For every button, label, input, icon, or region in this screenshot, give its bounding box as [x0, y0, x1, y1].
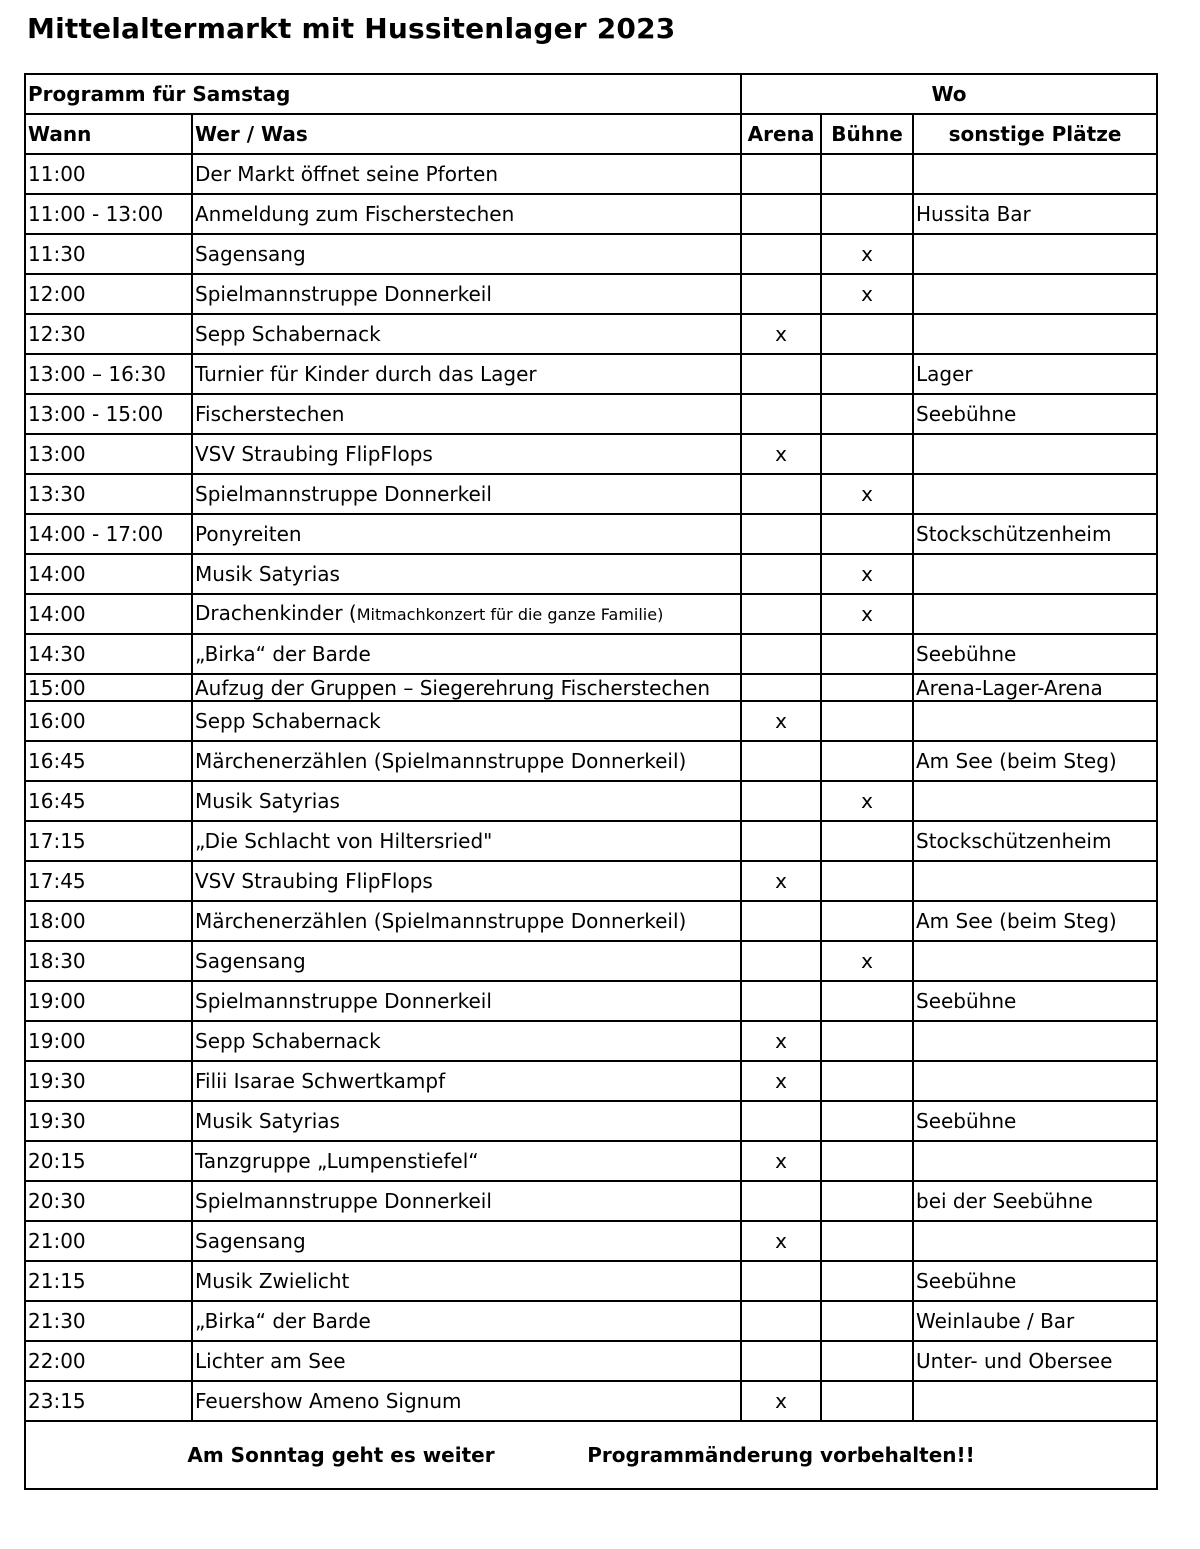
cell-stage	[821, 1181, 913, 1221]
cell-other: Hussita Bar	[913, 194, 1157, 234]
table-row	[25, 474, 1157, 514]
cell-event: Aufzug der Gruppen – Siegerehrung Fischerstechen	[192, 674, 741, 701]
cell-arena	[741, 1341, 821, 1381]
cell-time: 21:00	[25, 1221, 192, 1261]
footer-cell	[25, 1421, 1157, 1489]
cell-stage	[821, 821, 913, 861]
footer-change-note: Programmänderung vorbehalten!!	[587, 1443, 975, 1467]
cell-stage	[821, 1141, 913, 1181]
header-when: Wann	[25, 114, 192, 154]
table-row	[25, 674, 1157, 701]
cell-arena	[741, 634, 821, 674]
cell-event: Lichter am See	[192, 1341, 741, 1381]
cell-other: Stockschützenheim	[913, 821, 1157, 861]
cell-arena	[741, 674, 821, 701]
cell-arena	[741, 741, 821, 781]
table-row	[25, 314, 1157, 354]
table-row	[25, 1061, 1157, 1101]
cell-event: Der Markt öffnet seine Pforten	[192, 154, 741, 194]
cell-stage	[821, 434, 913, 474]
cell-event: Sagensang	[192, 1221, 741, 1261]
cell-arena	[741, 821, 821, 861]
cell-arena	[741, 941, 821, 981]
cell-event: Tanzgruppe „Lumpenstiefel“	[192, 1141, 741, 1181]
cell-event: Sepp Schabernack	[192, 1021, 741, 1061]
cell-event: Spielmannstruppe Donnerkeil	[192, 274, 741, 314]
cell-time: 20:30	[25, 1181, 192, 1221]
cell-time: 15:00	[25, 674, 192, 701]
cell-time: 12:00	[25, 274, 192, 314]
table-row	[25, 821, 1157, 861]
cell-time: 13:00 - 15:00	[25, 394, 192, 434]
table-row	[25, 941, 1157, 981]
cell-other	[913, 1061, 1157, 1101]
cell-stage	[821, 981, 913, 1021]
cell-stage	[821, 674, 913, 701]
cell-other: Unter- und Obersee	[913, 1341, 1157, 1381]
table-row	[25, 394, 1157, 434]
header-stage: Bühne	[821, 114, 913, 154]
cell-time: 11:00	[25, 154, 192, 194]
cell-time: 22:00	[25, 1341, 192, 1381]
cell-arena	[741, 234, 821, 274]
cell-time: 11:30	[25, 234, 192, 274]
cell-time: 16:45	[25, 781, 192, 821]
cell-time: 21:30	[25, 1301, 192, 1341]
cell-stage	[821, 861, 913, 901]
cell-other	[913, 554, 1157, 594]
cell-stage	[821, 1221, 913, 1261]
cell-time: 18:30	[25, 941, 192, 981]
cell-arena: x	[741, 701, 821, 741]
cell-arena: x	[741, 1141, 821, 1181]
cell-time: 21:15	[25, 1261, 192, 1301]
cell-other	[913, 701, 1157, 741]
cell-other	[913, 234, 1157, 274]
cell-stage: x	[821, 781, 913, 821]
cell-stage	[821, 1341, 913, 1381]
cell-time: 19:30	[25, 1101, 192, 1141]
cell-time: 20:15	[25, 1141, 192, 1181]
table-row	[25, 1181, 1157, 1221]
cell-stage	[821, 1381, 913, 1421]
table-row	[25, 274, 1157, 314]
table-row	[25, 154, 1157, 194]
cell-arena	[741, 554, 821, 594]
cell-other: Am See (beim Steg)	[913, 901, 1157, 941]
cell-event: Sagensang	[192, 234, 741, 274]
cell-stage	[821, 354, 913, 394]
header-arena: Arena	[741, 114, 821, 154]
cell-stage: x	[821, 274, 913, 314]
cell-other: Stockschützenheim	[913, 514, 1157, 554]
cell-stage	[821, 1261, 913, 1301]
cell-event: Musik Zwielicht	[192, 1261, 741, 1301]
cell-arena: x	[741, 1381, 821, 1421]
cell-other	[913, 314, 1157, 354]
footer-row	[25, 1421, 1157, 1489]
table-row	[25, 1341, 1157, 1381]
table-row	[25, 701, 1157, 741]
event-note: Mitmachkonzert für die ganze Familie)	[356, 605, 664, 624]
cell-event: Musik Satyrias	[192, 1101, 741, 1141]
header-who-what: Wer / Was	[192, 114, 741, 154]
cell-other	[913, 1221, 1157, 1261]
table-row	[25, 1221, 1157, 1261]
cell-other	[913, 861, 1157, 901]
cell-event: Turnier für Kinder durch das Lager	[192, 354, 741, 394]
cell-arena: x	[741, 1221, 821, 1261]
table-row	[25, 981, 1157, 1021]
table-row	[25, 1301, 1157, 1341]
cell-event	[192, 594, 741, 634]
page-title: Mittelaltermarkt mit Hussitenlager 2023	[27, 12, 676, 45]
cell-event: Spielmannstruppe Donnerkeil	[192, 981, 741, 1021]
cell-other: Seebühne	[913, 981, 1157, 1021]
cell-other	[913, 1381, 1157, 1421]
cell-event: „Birka“ der Barde	[192, 634, 741, 674]
cell-event: Ponyreiten	[192, 514, 741, 554]
cell-arena	[741, 194, 821, 234]
cell-time: 18:00	[25, 901, 192, 941]
table-row	[25, 1101, 1157, 1141]
where-label: Wo	[741, 74, 1157, 114]
cell-other: bei der Seebühne	[913, 1181, 1157, 1221]
cell-arena: x	[741, 1061, 821, 1101]
cell-event: Sagensang	[192, 941, 741, 981]
cell-arena	[741, 474, 821, 514]
cell-arena: x	[741, 314, 821, 354]
cell-event: Sepp Schabernack	[192, 701, 741, 741]
cell-stage: x	[821, 941, 913, 981]
cell-event: Filii Isarae Schwertkampf	[192, 1061, 741, 1101]
cell-arena	[741, 594, 821, 634]
cell-other	[913, 1141, 1157, 1181]
cell-other: Am See (beim Steg)	[913, 741, 1157, 781]
cell-arena	[741, 154, 821, 194]
cell-other: Seebühne	[913, 394, 1157, 434]
cell-time: 17:15	[25, 821, 192, 861]
table-row	[25, 354, 1157, 394]
cell-event: Märchenerzählen (Spielmannstruppe Donnerkeil)	[192, 741, 741, 781]
table-row	[25, 781, 1157, 821]
footer-sunday-note: Am Sonntag geht es weiter	[187, 1443, 495, 1467]
cell-other: Arena-Lager-Arena	[913, 674, 1157, 701]
cell-event: „Birka“ der Barde	[192, 1301, 741, 1341]
table-row	[25, 1261, 1157, 1301]
cell-other	[913, 594, 1157, 634]
cell-arena	[741, 1301, 821, 1341]
table-row	[25, 1381, 1157, 1421]
table-row	[25, 194, 1157, 234]
cell-event: Spielmannstruppe Donnerkeil	[192, 1181, 741, 1221]
program-label: Programm für Samstag	[25, 74, 741, 114]
table-row	[25, 234, 1157, 274]
cell-other	[913, 1021, 1157, 1061]
cell-arena	[741, 901, 821, 941]
cell-arena	[741, 354, 821, 394]
cell-arena	[741, 1101, 821, 1141]
cell-stage	[821, 1101, 913, 1141]
cell-arena: x	[741, 1021, 821, 1061]
cell-time: 16:45	[25, 741, 192, 781]
cell-stage	[821, 154, 913, 194]
cell-other: Weinlaube / Bar	[913, 1301, 1157, 1341]
cell-stage	[821, 1301, 913, 1341]
table-row	[25, 434, 1157, 474]
cell-time: 12:30	[25, 314, 192, 354]
cell-time: 13:00	[25, 434, 192, 474]
cell-arena	[741, 981, 821, 1021]
cell-stage: x	[821, 474, 913, 514]
cell-time: 16:00	[25, 701, 192, 741]
cell-event: „Die Schlacht von Hiltersried"	[192, 821, 741, 861]
cell-arena	[741, 394, 821, 434]
cell-stage	[821, 701, 913, 741]
table-row	[25, 1141, 1157, 1181]
cell-stage: x	[821, 594, 913, 634]
cell-stage	[821, 194, 913, 234]
cell-stage	[821, 634, 913, 674]
cell-stage: x	[821, 554, 913, 594]
cell-arena: x	[741, 434, 821, 474]
cell-arena	[741, 274, 821, 314]
cell-time: 19:30	[25, 1061, 192, 1101]
cell-stage	[821, 1061, 913, 1101]
cell-stage	[821, 394, 913, 434]
cell-event: Spielmannstruppe Donnerkeil	[192, 474, 741, 514]
cell-other	[913, 474, 1157, 514]
cell-stage	[821, 901, 913, 941]
table-header-row	[25, 114, 1157, 154]
schedule-table	[24, 73, 1158, 1490]
table-row	[25, 634, 1157, 674]
cell-time: 14:00	[25, 554, 192, 594]
event-text: Drachenkinder (	[195, 601, 357, 625]
cell-arena: x	[741, 861, 821, 901]
header-other: sonstige Plätze	[913, 114, 1157, 154]
cell-time: 13:30	[25, 474, 192, 514]
cell-event: VSV Straubing FlipFlops	[192, 861, 741, 901]
cell-other	[913, 941, 1157, 981]
cell-event: Musik Satyrias	[192, 781, 741, 821]
cell-other: Seebühne	[913, 1261, 1157, 1301]
cell-arena	[741, 1181, 821, 1221]
cell-event: Feuershow Ameno Signum	[192, 1381, 741, 1421]
cell-other	[913, 781, 1157, 821]
cell-arena	[741, 514, 821, 554]
table-row	[25, 861, 1157, 901]
cell-time: 13:00 – 16:30	[25, 354, 192, 394]
cell-stage	[821, 514, 913, 554]
cell-arena	[741, 1261, 821, 1301]
table-row	[25, 741, 1157, 781]
cell-time: 14:30	[25, 634, 192, 674]
cell-stage	[821, 1021, 913, 1061]
cell-other: Seebühne	[913, 634, 1157, 674]
cell-time: 23:15	[25, 1381, 192, 1421]
cell-time: 17:45	[25, 861, 192, 901]
cell-event: Musik Satyrias	[192, 554, 741, 594]
cell-event: VSV Straubing FlipFlops	[192, 434, 741, 474]
cell-time: 19:00	[25, 1021, 192, 1061]
cell-time: 14:00 - 17:00	[25, 514, 192, 554]
cell-time: 11:00 - 13:00	[25, 194, 192, 234]
cell-event: Anmeldung zum Fischerstechen	[192, 194, 741, 234]
cell-stage	[821, 741, 913, 781]
cell-event: Fischerstechen	[192, 394, 741, 434]
cell-stage: x	[821, 234, 913, 274]
cell-other: Seebühne	[913, 1101, 1157, 1141]
table-row	[25, 554, 1157, 594]
table-row	[25, 1021, 1157, 1061]
table-row	[25, 514, 1157, 554]
cell-other	[913, 434, 1157, 474]
cell-event: Märchenerzählen (Spielmannstruppe Donnerkeil)	[192, 901, 741, 941]
table-group-header-row	[25, 74, 1157, 114]
cell-arena	[741, 781, 821, 821]
table-row	[25, 594, 1157, 634]
cell-other	[913, 274, 1157, 314]
cell-time: 14:00	[25, 594, 192, 634]
cell-stage	[821, 314, 913, 354]
cell-other: Lager	[913, 354, 1157, 394]
cell-event: Sepp Schabernack	[192, 314, 741, 354]
cell-other	[913, 154, 1157, 194]
cell-time: 19:00	[25, 981, 192, 1021]
table-row	[25, 901, 1157, 941]
